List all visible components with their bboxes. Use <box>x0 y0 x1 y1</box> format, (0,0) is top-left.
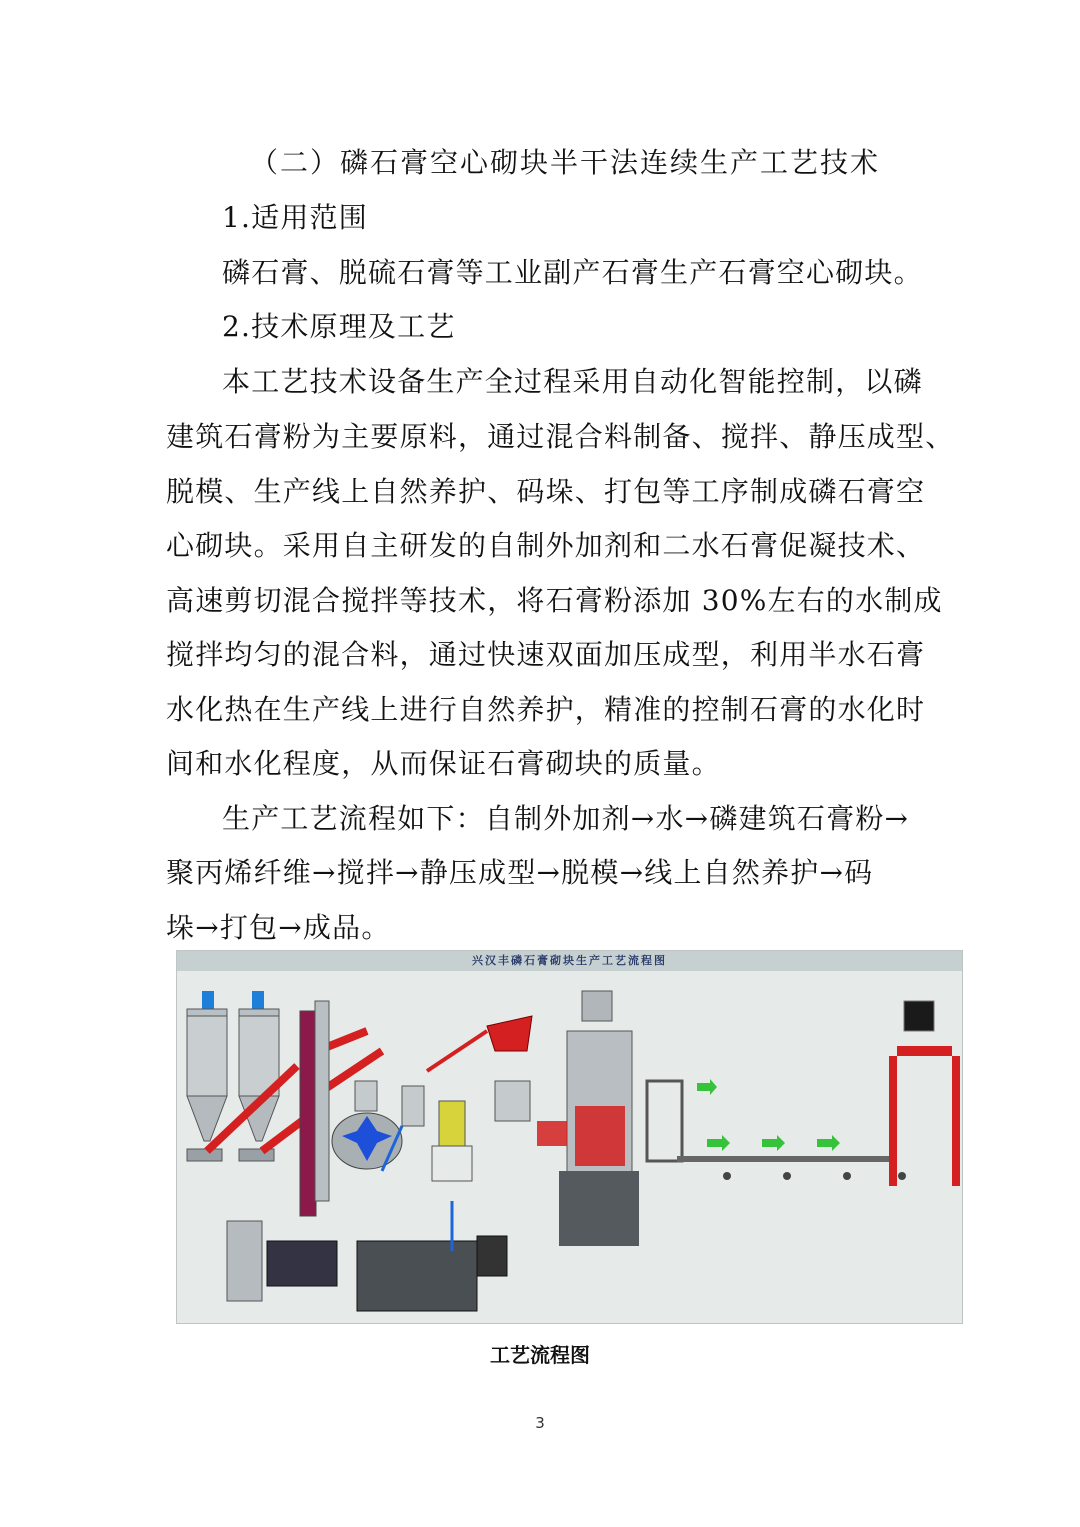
figure-caption: 工艺流程图 <box>490 1343 590 1367</box>
paragraph-line: 高速剪切混合搅拌等技术，将石膏粉添加 30%左右的水制成 <box>166 584 943 617</box>
section1-text: 磷石膏、脱硫石膏等工业副产石膏生产石膏空心砌块。 <box>222 256 923 289</box>
paragraph-line: 搅拌均匀的混合料，通过快速双面加压成型，利用半水石膏 <box>166 638 926 671</box>
flow-line: 垛→打包→成品。 <box>166 911 391 944</box>
paragraph-line: 脱模、生产线上自然养护、码垛、打包等工序制成磷石膏空 <box>166 475 926 508</box>
paragraph-line: 间和水化程度，从而保证石膏砌块的质量。 <box>166 747 721 780</box>
process-diagram-illustration <box>177 971 962 1323</box>
paragraph-line: 建筑石膏粉为主要原料，通过混合料制备、搅拌、静压成型、 <box>166 420 955 453</box>
process-flow-figure <box>176 950 963 1324</box>
paragraph-line: 本工艺技术设备生产全过程采用自动化智能控制，以磷 <box>222 365 923 398</box>
flow-line: 聚丙烯纤维→搅拌→静压成型→脱模→线上自然养护→码 <box>166 856 874 889</box>
flow-line: 生产工艺流程如下：自制外加剂→水→磷建筑石膏粉→ <box>222 802 910 835</box>
section-heading: （二）磷石膏空心砌块半干法连续生产工艺技术 <box>250 146 881 179</box>
page-number: 3 <box>535 1414 545 1432</box>
silo-right <box>239 991 279 1161</box>
paragraph-line: 心砌块。采用自主研发的自制外加剂和二水石膏促凝技术、 <box>166 529 926 562</box>
section1-title: 1.适用范围 <box>222 201 368 234</box>
section2-title: 2.技术原理及工艺 <box>222 310 456 343</box>
figure-title: 兴汉丰磷石膏砌块生产工艺流程图 <box>177 951 962 971</box>
paragraph-line: 水化热在生产线上进行自然养护，精准的控制石膏的水化时 <box>166 693 926 726</box>
